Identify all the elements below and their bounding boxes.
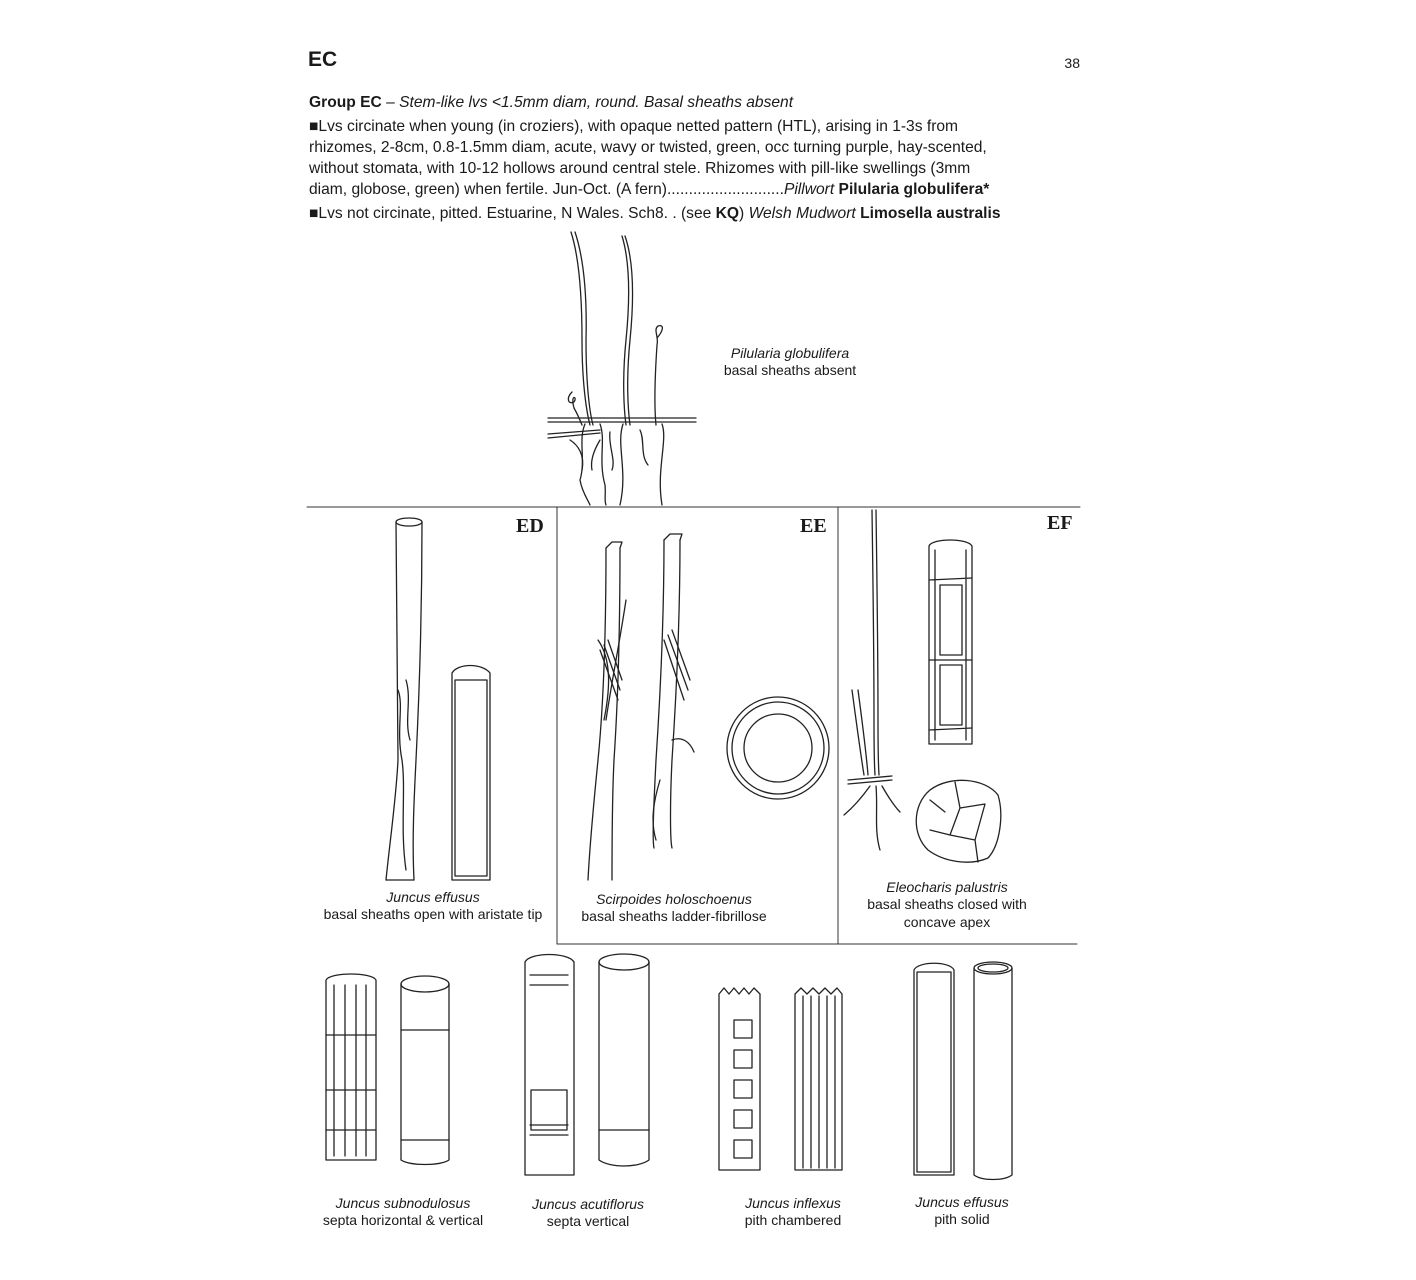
pilularia-name: Pilularia globulifera — [730, 345, 850, 361]
stem-4-name: Juncus effusus — [915, 1194, 1009, 1210]
panel-code-ef: EF — [1047, 512, 1073, 534]
panel-code-ee: EE — [800, 515, 827, 537]
key-entry-2-common: Welsh Mudwort — [748, 205, 856, 222]
stem-2-name: Juncus acutiflorus — [531, 1196, 645, 1212]
panel-ed-name: Juncus effusus — [386, 889, 480, 905]
group-title-bold: Group EC — [309, 94, 382, 111]
panel-ef-name: Eleocharis palustris — [886, 879, 1008, 895]
scirpoides-drawing — [588, 534, 829, 880]
stem-1-note: septa horizontal & vertical — [322, 1212, 484, 1228]
pilularia-note: basal sheaths absent — [723, 362, 857, 378]
stem-3-name: Juncus inflexus — [745, 1195, 841, 1211]
panel-ee-note: basal sheaths ladder-fibrillose — [581, 908, 767, 924]
juncus-inflexus-drawing — [719, 988, 842, 1170]
key-entry-1-species: Pilularia globulifera* — [838, 181, 990, 198]
juncus-effusus-culm-drawing — [386, 518, 490, 880]
stem-2-note: septa vertical — [546, 1213, 630, 1229]
group-title-italic: Stem-like lvs <1.5mm diam, round. Basal sheaths absent — [399, 94, 794, 111]
key-entry-1-line-2: rhizomes, 2-8cm, 0.8-1.5mm diam, acute, wavy or twisted, green, occ turning purple, hay-scented, — [309, 139, 987, 156]
stem-1-name: Juncus subnodulosus — [335, 1195, 471, 1211]
key-entry-1-common: Pillwort — [783, 181, 835, 198]
juncus-subnodulosus-drawing — [326, 974, 449, 1165]
stem-3-note: pith chambered — [744, 1212, 842, 1228]
panel-code-ed: ED — [516, 515, 544, 537]
key-entry-2-ref: KQ — [715, 205, 740, 222]
key-entry-2-ref-close: ) — [739, 205, 749, 222]
juncus-acutiflorus-drawing — [525, 954, 649, 1175]
pilularia-drawing — [548, 232, 696, 505]
section-code: EC — [308, 48, 338, 71]
panel-ef-note-2: concave apex — [903, 914, 991, 930]
key-entry-1-line-1: ■Lvs circinate when young (in croziers), with opaque netted pattern (HTL), arising in 1-3s from — [309, 118, 959, 135]
panel-ed-note: basal sheaths open with aristate tip — [323, 906, 543, 922]
stem-4-note: pith solid — [934, 1211, 990, 1227]
page-number: 38 — [1064, 55, 1080, 71]
key-entry-2-text: ■Lvs not circinate, pitted. Estuarine, N Wales. Sch8. . (see — [309, 205, 716, 222]
panel-ee-name: Scirpoides holoschoenus — [596, 891, 752, 907]
eleocharis-drawing — [844, 510, 1001, 862]
key-entry-1-text: diam, globose, green) when fertile. Jun-Oct. (A fern)........................... — [309, 181, 784, 198]
juncus-effusus-stems-drawing — [914, 962, 1012, 1180]
group-title-dash: – — [381, 94, 400, 111]
key-entry-1-line-3: without stomata, with 10-12 hollows around central stele. Rhizomes with pill-like swellings (3mm — [309, 160, 971, 177]
key-entry-2-species: Limosella australis — [860, 205, 1001, 222]
panel-ef-note-1: basal sheaths closed with — [867, 896, 1027, 912]
